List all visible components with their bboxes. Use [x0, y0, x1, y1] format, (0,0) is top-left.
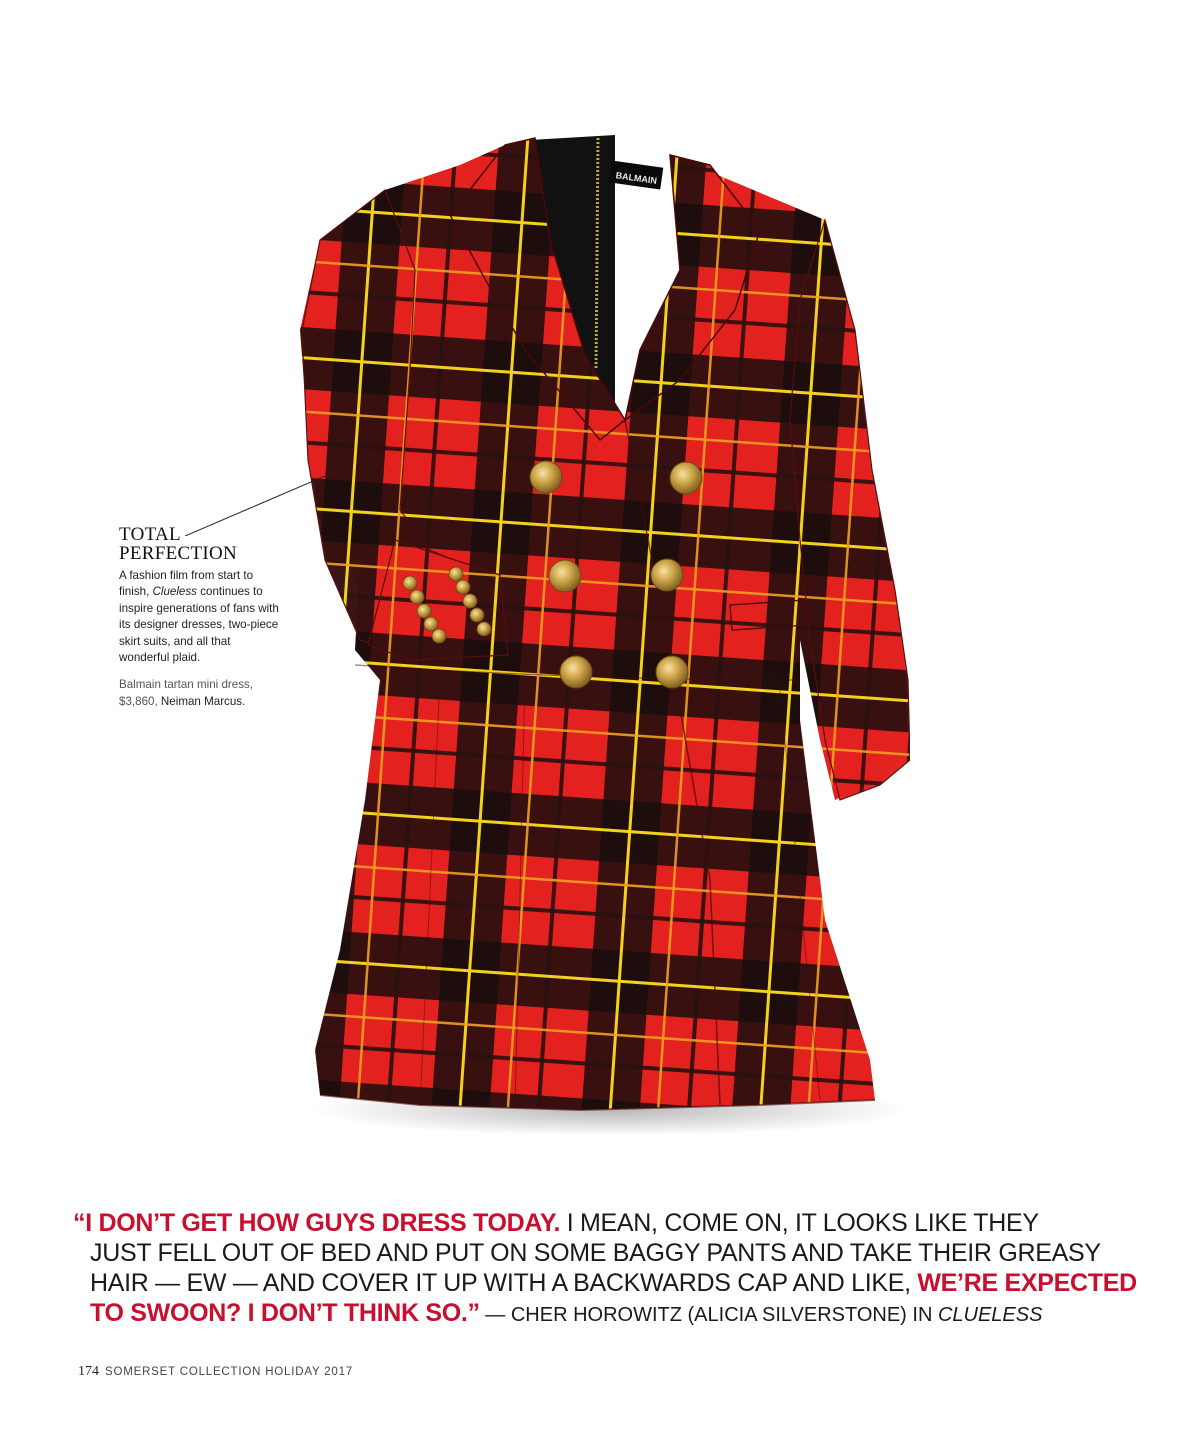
quote-text-1: I MEAN, COME ON, IT LOOKS LIKE THEY [560, 1209, 1039, 1237]
page-number: 174 [78, 1364, 99, 1379]
caption-title-line-2: PERFECTION [119, 543, 238, 564]
caption-body-start: A fashion film from start to finish, [119, 569, 254, 599]
product-caption [119, 525, 279, 710]
quote-attribution-title: CLUELESS [937, 1304, 1043, 1326]
product-credit [119, 677, 279, 710]
credit-item: Balmain tartan mini dress, [119, 678, 254, 692]
quote-attribution: — CHER HOROWITZ (ALICIA SILVERSTONE) IN [479, 1304, 938, 1326]
quote-highlight-2: WE’RE EXPECTED [917, 1269, 1137, 1297]
quote-line-1 [73, 1208, 1153, 1238]
quote-line-3 [73, 1268, 1153, 1298]
brand-label: BALMAIN [615, 170, 658, 186]
quote-highlight-1: “I DON’T GET HOW GUYS DRESS TODAY. [73, 1209, 561, 1237]
film-title: Clueless [152, 585, 197, 599]
credit-price: $3,860, [119, 694, 158, 708]
quote-line-4 [73, 1298, 1153, 1330]
pull-quote [73, 1208, 1153, 1330]
page-footer [78, 1364, 353, 1380]
caption-title [119, 525, 279, 563]
tartan-dress-image [280, 120, 910, 1140]
caption-title-line-1: TOTAL [119, 524, 181, 545]
quote-line-2: JUST FELL OUT OF BED AND PUT ON SOME BAGGY PANTS AND TAKE THEIR GREASY [90, 1239, 1101, 1267]
quote-highlight-3: TO SWOON? I DON’T THINK SO.” [90, 1299, 480, 1327]
caption-body-end: continues to inspire generations of fans with its designer dresses, two-piece skirt suits, and all that wonderful plaid. [119, 585, 279, 665]
quote-text-3: HAIR — EW — AND COVER IT UP WITH A BACKWARDS CAP AND LIKE, [90, 1269, 918, 1297]
credit-store: Neiman Marcus. [160, 694, 246, 708]
publication-name: SOMERSET COLLECTION HOLIDAY 2017 [105, 1366, 354, 1378]
caption-body [119, 568, 279, 666]
